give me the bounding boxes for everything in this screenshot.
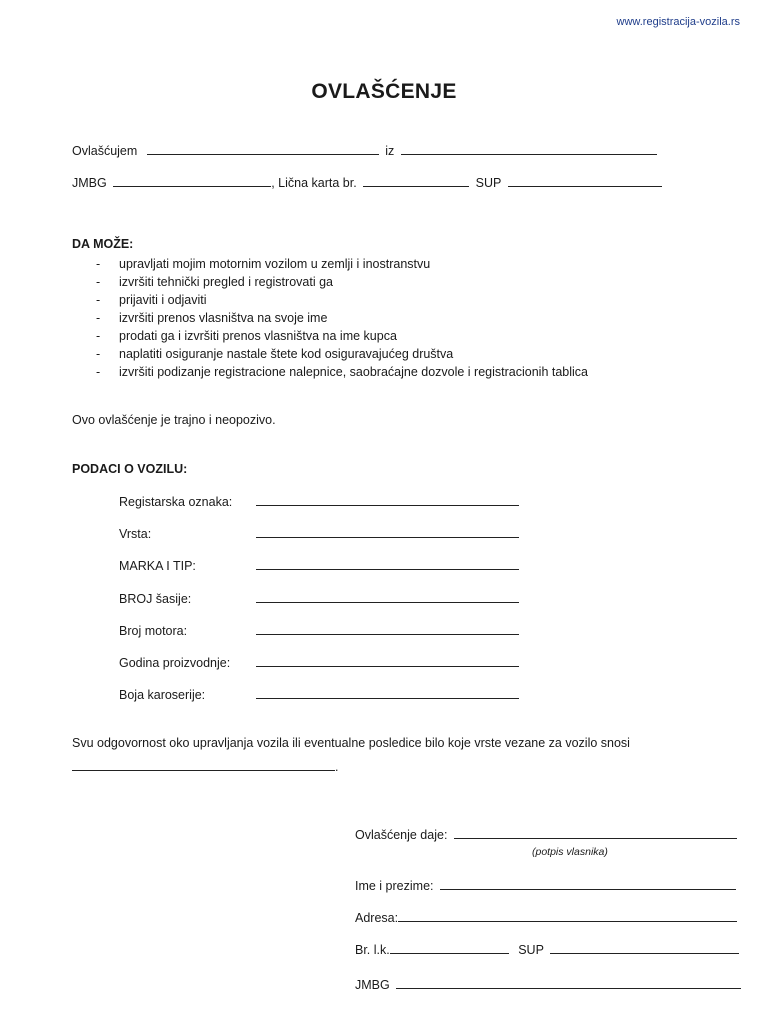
id-card-label: , Lična karta br.: [271, 176, 357, 190]
address-label: Adresa:: [355, 911, 399, 925]
given-by-row: [355, 827, 737, 842]
vehicle-field-label: Broj motora:: [119, 624, 188, 638]
website-url: www.registracija-vozila.rs: [616, 16, 740, 28]
grantor-sup-line[interactable]: [508, 175, 662, 187]
vehicle-field-label: BROJ šasije:: [119, 592, 192, 606]
permission-item: [96, 273, 588, 291]
vehicle-field-label: Boja karoserije:: [119, 688, 206, 702]
owner-address-line[interactable]: [398, 910, 737, 922]
permanence-statement: Ovo ovlašćenje je trajno i neopozivo.: [72, 413, 276, 427]
bullet-dash: -: [96, 293, 101, 307]
permission-item: [96, 255, 588, 273]
name-label: Ime i prezime:: [355, 879, 434, 893]
jmbg-label: JMBG: [72, 176, 107, 190]
vehicle-field-row: [119, 526, 519, 541]
bullet-dash: -: [96, 311, 101, 325]
from-label: iz: [385, 144, 395, 158]
owner-jmbg-row: [355, 977, 741, 992]
owner-signature-line[interactable]: [454, 827, 737, 839]
name-row: [355, 878, 736, 893]
permissions-heading: DA MOŽE:: [72, 237, 134, 251]
document-title: OVLAŠĆENJE: [311, 80, 457, 103]
vehicle-field-line[interactable]: [256, 526, 519, 538]
vehicle-field-line[interactable]: [256, 655, 519, 667]
vehicle-heading: PODACI O VOZILU:: [72, 462, 188, 476]
responsible-party-row: .: [72, 759, 338, 774]
bullet-dash: -: [96, 257, 101, 271]
responsibility-statement: Svu odgovornost oko upravljanja vozila ili eventualne posledice bilo koje vrste vezane za vozilo snosi: [72, 736, 630, 750]
vehicle-field-line[interactable]: [256, 623, 519, 635]
owner-jmbg-label: JMBG: [355, 978, 390, 992]
vehicle-field-line[interactable]: [256, 591, 519, 603]
owner-jmbg-line[interactable]: [396, 977, 741, 989]
owner-signature-note: (potpis vlasnika): [532, 846, 608, 858]
bullet-dash: -: [96, 329, 101, 343]
owner-sup-line[interactable]: [550, 942, 739, 954]
authorize-label: Ovlašćujem: [72, 144, 138, 158]
bullet-dash: -: [96, 365, 101, 379]
given-by-label: Ovlašćenje daje:: [355, 828, 448, 842]
vehicle-field-line[interactable]: [256, 687, 519, 699]
permission-item: [96, 363, 588, 381]
owner-id-label: Br. l.k.: [355, 943, 390, 957]
vehicle-field-label: MARKA I TIP:: [119, 559, 196, 573]
address-row: [355, 910, 737, 925]
grantor-place-line[interactable]: [401, 143, 657, 155]
grantor-id-row: [72, 175, 662, 190]
vehicle-field-row: [119, 687, 519, 702]
vehicle-field-row: [119, 655, 519, 670]
grantor-jmbg-line[interactable]: [113, 175, 271, 187]
vehicle-field-row: [119, 558, 519, 573]
permission-text: izvršiti prenos vlasništva na svoje ime: [119, 311, 328, 325]
grantor-name-line[interactable]: [147, 143, 379, 155]
owner-id-line[interactable]: [390, 942, 509, 954]
vehicle-field-row: [119, 591, 519, 606]
vehicle-field-row: [119, 494, 519, 509]
grantor-id-card-line[interactable]: [363, 175, 469, 187]
permission-item: [96, 327, 588, 345]
permission-text: prijaviti i odjaviti: [119, 293, 207, 307]
vehicle-field-label: Vrsta:: [119, 527, 152, 541]
owner-name-line[interactable]: [440, 878, 736, 890]
vehicle-field-row: [119, 623, 519, 638]
permission-text: izvršiti tehnički pregled i registrovati ga: [119, 275, 333, 289]
vehicle-field-label: Godina proizvodnje:: [119, 656, 231, 670]
responsible-party-line[interactable]: [72, 759, 335, 771]
permission-text: prodati ga i izvršiti prenos vlasništva na ime kupca: [119, 329, 397, 343]
permission-text: naplatiti osiguranje nastale štete kod osiguravajućeg društva: [119, 347, 454, 361]
permission-text: izvršiti podizanje registracione nalepnice, saobraćajne dozvole i registracionih tablica: [119, 365, 589, 379]
vehicle-field-line[interactable]: [256, 494, 519, 506]
permission-text: upravljati mojim motornim vozilom u zemlji i inostranstvu: [119, 257, 431, 271]
bullet-dash: -: [96, 275, 101, 289]
owner-id-row: [355, 942, 739, 957]
permission-item: [96, 309, 588, 327]
permission-item: [96, 345, 588, 363]
vehicle-field-line[interactable]: [256, 558, 519, 570]
bullet-dash: -: [96, 347, 101, 361]
permissions-list: [96, 255, 588, 381]
grantor-row: [72, 143, 657, 158]
sup-label: SUP: [475, 176, 502, 190]
owner-sup-label: SUP: [518, 943, 544, 957]
permission-item: [96, 291, 588, 309]
vehicle-field-label: Registarska oznaka:: [119, 495, 233, 509]
